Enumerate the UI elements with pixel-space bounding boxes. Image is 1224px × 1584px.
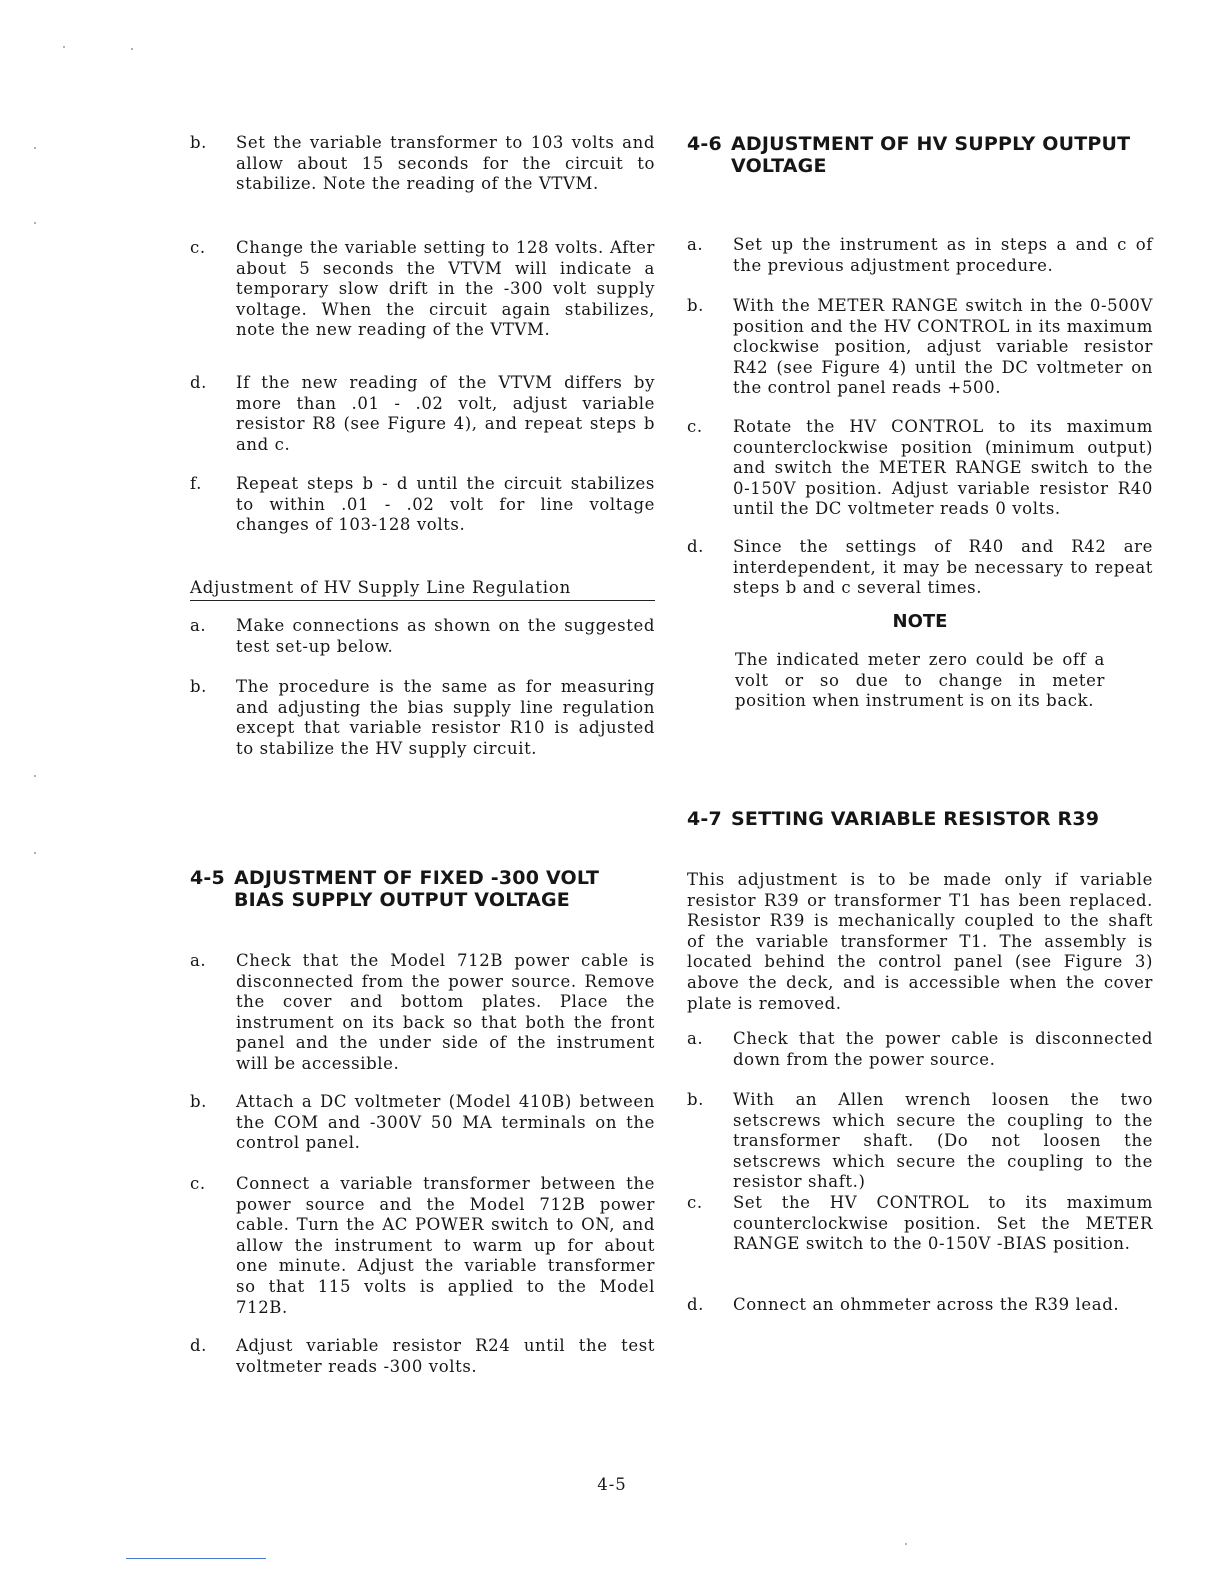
step-text: Check that the Model 712B power cable is disconnected from the power source. Remove the cover and bottom plates. Place the instrument on its back so that both the front panel and the under side of the instrument will be accessible. [236, 951, 655, 1073]
subheading-hv-line-regulation: Adjustment of HV Supply Line Regulation [190, 578, 655, 601]
step-b-procedure [190, 677, 655, 761]
heading-line [687, 133, 1153, 177]
section-title-line1: SETTING VARIABLE RESISTOR R39 [731, 808, 1100, 830]
scan-speck [905, 1543, 907, 1545]
step-c-set-hv-control [687, 1193, 1153, 1277]
section-title-line1: ADJUSTMENT OF HV SUPPLY OUTPUT [731, 133, 1131, 155]
section-4-6-heading [687, 133, 1153, 177]
step-label: c. [687, 417, 703, 436]
step-a-check-power-cable [687, 1029, 1153, 1071]
step-label: d. [687, 537, 705, 556]
step-label: d. [190, 1336, 208, 1355]
scan-speck [34, 222, 36, 224]
step-c-change-setting [190, 238, 655, 362]
step-text: Connect an ohmmeter across the R39 lead. [733, 1295, 1120, 1314]
scan-speck [34, 775, 36, 777]
section-4-7-heading [687, 808, 1153, 830]
section-number: 4-5 [190, 867, 225, 889]
scan-speck [63, 46, 65, 48]
step-label: a. [190, 616, 207, 635]
scan-edge-line [126, 1558, 266, 1559]
step-text: Set the HV CONTROL to its maximum counterclockwise position. Set the METER RANGE switch to the 0-150V -BIAS position. [733, 1193, 1153, 1254]
step-label: b. [190, 1092, 208, 1111]
section-title-line2: BIAS SUPPLY OUTPUT VOLTAGE [234, 889, 570, 911]
step-b-allen-wrench [687, 1090, 1153, 1192]
right-column [687, 133, 1153, 1337]
step-b-attach-voltmeter [190, 1092, 655, 1154]
section-title-line1: ADJUSTMENT OF FIXED -300 VOLT [234, 867, 600, 889]
step-text: Adjust variable resistor R24 until the test voltmeter reads -300 volts. [236, 1336, 655, 1376]
scan-speck [131, 48, 133, 50]
step-label: b. [687, 296, 705, 315]
step-text: The procedure is the same as for measuring and adjusting the bias supply line regulation except that variable resistor R10 is adjusted to stabilize the HV supply circuit. [236, 677, 655, 758]
heading-line [190, 867, 655, 911]
step-text: Set up the instrument as in steps a and c of the previous adjustment procedure. [733, 235, 1153, 275]
step-d-adjust-r8 [190, 373, 655, 455]
page-number: 4-5 [597, 1475, 627, 1494]
step-c-rotate-hv-control [687, 417, 1153, 521]
step-b-set-transformer [190, 133, 655, 215]
step-text: Change the variable setting to 128 volts. After about 5 seconds the VTVM will indicate a temporary slow drift in the -300 volt supply voltage. When the circuit again stabilizes, note the new reading of the VTVM. [236, 238, 655, 340]
step-label: c. [687, 1193, 703, 1212]
section-4-5-heading [190, 867, 655, 911]
step-a-check-power-cable [190, 951, 655, 1075]
left-column [190, 133, 655, 1378]
step-label: a. [190, 951, 207, 970]
step-d-interdependent [687, 537, 1153, 601]
step-label: b. [687, 1090, 705, 1109]
step-text: With the METER RANGE switch in the 0-500V position and the HV CONTROL in its maximum clockwise position, adjust variable resistor R42 (see Figure 4) until the DC voltmeter on the control panel reads +500. [733, 296, 1153, 398]
step-label: a. [687, 235, 704, 254]
step-text: Rotate the HV CONTROL to its maximum counterclockwise position (minimum output) and switch the METER RANGE switch to the 0-150V position. Adjust variable resistor R40 until the DC voltmeter reads 0 volts. [733, 417, 1153, 519]
step-d-connect-ohmmeter [687, 1295, 1153, 1337]
step-label: f. [190, 474, 202, 493]
step-text: Check that the power cable is disconnected down from the power source. [733, 1029, 1153, 1069]
step-c-connect-transformer [190, 1174, 655, 1318]
note-text: The indicated meter zero could be off a volt or so due to change in meter position when instrument is on its back. [735, 650, 1105, 711]
step-text: Attach a DC voltmeter (Model 410B) between the COM and -300V 50 MA terminals on the control panel. [236, 1092, 655, 1153]
step-label: d. [687, 1295, 705, 1314]
step-text: Repeat steps b - d until the circuit stabilizes to within .01 - .02 volt for line voltage changes of 103-128 volts. [236, 474, 655, 535]
step-f-repeat [190, 474, 655, 536]
section-4-7-intro: This adjustment is to be made only if variable resistor R39 or transformer T1 has been replaced. Resistor R39 is mechanically coupled to the shaft of the variable transformer T1. The assembly is located behind the control panel (see Figure 3) above the deck, and is accessible when the cover plate is removed. [687, 870, 1153, 1013]
step-text: Set the variable transformer to 103 volts and allow about 15 seconds for the circuit to stabilize. Note the reading of the VTVM. [236, 133, 655, 194]
step-d-adjust-r24 [190, 1336, 655, 1378]
step-text: Connect a variable transformer between the power source and the Model 712B power cable. Turn the AC POWER switch to ON, and allow the instrument to warm up for about one minute. Adjust the variable transformer so that 115 volts is applied to the Model 712B. [236, 1174, 655, 1317]
note-title: NOTE [892, 611, 948, 632]
step-b-meter-range [687, 296, 1153, 400]
scan-speck [34, 147, 36, 149]
step-label: b. [190, 677, 208, 696]
step-text: Since the settings of R40 and R42 are interdependent, it may be necessary to repeat steps b and c several times. [733, 537, 1153, 598]
scan-speck [34, 852, 36, 854]
section-number: 4-6 [687, 133, 722, 155]
step-text: Make connections as shown on the suggested test set-up below. [236, 616, 655, 656]
step-label: b. [190, 133, 208, 152]
section-number: 4-7 [687, 808, 722, 830]
step-label: a. [687, 1029, 704, 1048]
step-text: With an Allen wrench loosen the two setscrews which secure the coupling to the transformer shaft. (Do not loosen the setscrews which secure the coupling to the resistor shaft.) [733, 1090, 1153, 1192]
section-title-line2: VOLTAGE [731, 155, 827, 177]
step-a-set-up [687, 235, 1153, 277]
step-label: c. [190, 238, 206, 257]
step-label: d. [190, 373, 208, 392]
step-label: c. [190, 1174, 206, 1193]
step-text: If the new reading of the VTVM differs by more than .01 - .02 volt, adjust variable resistor R8 (see Figure 4), and repeat steps b and c. [236, 373, 655, 454]
heading-line [687, 808, 1153, 830]
step-a-make-connections [190, 616, 655, 658]
